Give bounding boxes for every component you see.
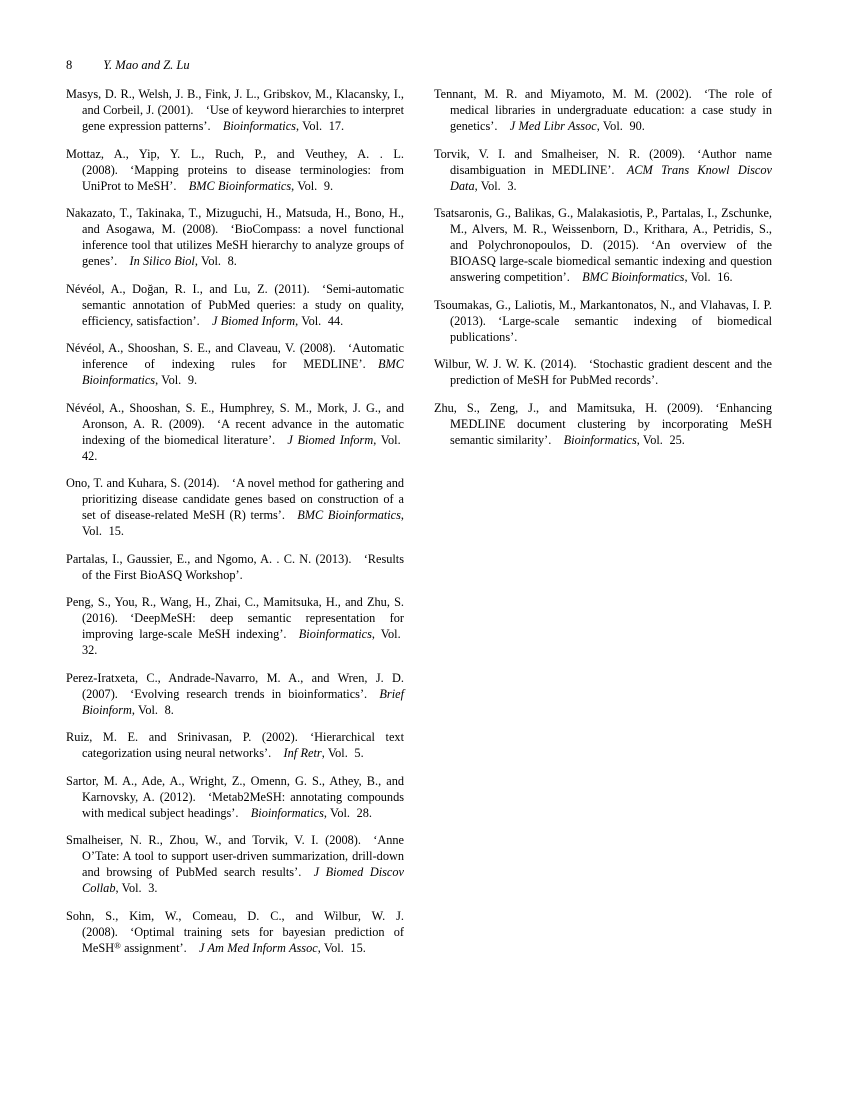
reference-entry bbox=[434, 86, 772, 134]
reference-authors: Mottaz, A., Yip, Y. L., Ruch, P., and Veuthey, A. . L. bbox=[66, 146, 404, 161]
reference-title: ‘The role of medical libraries in undergraduate education: a case study in genetics’. bbox=[450, 87, 772, 133]
reference-entry bbox=[434, 400, 772, 448]
reference-volume: , Vol. 8. bbox=[194, 254, 237, 268]
reference-title: ‘DeepMeSH: deep semantic representation for improving large-scale MeSH indexing’. bbox=[82, 611, 404, 641]
reference-journal: Inf Retr bbox=[283, 746, 322, 760]
reference-year: (2008). bbox=[325, 833, 361, 847]
reference-authors: Névéol, A., Shooshan, S. E., and Claveau, V. bbox=[66, 341, 296, 355]
reference-volume: , Vol. 16. bbox=[684, 270, 733, 284]
reference-entry bbox=[434, 297, 772, 345]
reference-year: (2008). bbox=[182, 222, 219, 236]
reference-authors: Perez-Iratxeta, C., Andrade-Navarro, M. A., and Wren, J. D. bbox=[66, 670, 404, 685]
reference-volume: , Vol. 42. bbox=[82, 432, 404, 463]
reference-title: ‘Results of the First BioASQ Workshop’. bbox=[82, 551, 404, 582]
reference-year: (2011). bbox=[274, 281, 310, 296]
reference-year: (2001). bbox=[157, 103, 194, 117]
reference-title: ‘Stochastic gradient descent and the prediction of MeSH for PubMed records’. bbox=[450, 357, 772, 387]
reference-journal: BMC Bioinformatics bbox=[82, 357, 404, 387]
reference-entry bbox=[66, 475, 404, 539]
reference-entry bbox=[66, 146, 404, 194]
reference-authors: Névéol, A., Shooshan, S. E., Humphrey, S. M., Mork, J. G., and Aronson, A. R. bbox=[66, 400, 404, 431]
reference-journal: J Med Libr Assoc bbox=[509, 119, 597, 133]
reference-year: (2002). bbox=[261, 730, 298, 744]
reference-entry bbox=[66, 773, 404, 821]
reference-authors: Peng, S., You, R., Wang, H., Zhai, C., Mamitsuka, H., and Zhu, S. bbox=[66, 595, 404, 609]
reference-title: ‘An overview of the BIOASQ large-scale biomedical semantic indexing and question answering competition’. bbox=[450, 238, 772, 284]
running-head bbox=[66, 56, 772, 74]
reference-journal: J Am Med Inform Assoc bbox=[198, 940, 318, 955]
reference-title: ‘Evolving research trends in bioinformatics’. bbox=[130, 686, 368, 701]
reference-volume: , Vol. 15. bbox=[82, 508, 404, 538]
reference-entry bbox=[66, 205, 404, 269]
reference-title: ‘Enhancing MEDLINE document clustering by incorporating MeSH semantic similarity’. bbox=[450, 400, 772, 447]
reference-year: (2007). bbox=[82, 686, 118, 701]
reference-authors: Sartor, M. A., Ade, A., Wright, Z., Omenn, G. S., Athey, B., and Karnovsky, A. bbox=[66, 773, 404, 804]
reference-journal: BMC Bioinformatics bbox=[582, 270, 685, 284]
reference-entry bbox=[66, 551, 404, 583]
reference-journal: In Silico Biol bbox=[129, 254, 195, 268]
reference-journal: Bioinformatics bbox=[298, 627, 372, 641]
reference-journal: J Biomed Inform bbox=[287, 432, 374, 447]
reference-title: ‘Optimal training sets for bayesian prediction of MeSH bbox=[82, 924, 404, 955]
reference-authors: Smalheiser, N. R., Zhou, W., and Torvik, V. I. bbox=[66, 833, 319, 847]
reference-volume: , Vol. 32. bbox=[82, 627, 404, 657]
reference-volume: , Vol. 17. bbox=[295, 119, 345, 133]
reference-entry bbox=[66, 729, 404, 761]
reference-columns bbox=[66, 86, 772, 1076]
registered-trademark-symbol: ® bbox=[114, 939, 121, 950]
reference-title: ‘Author name disambiguation in MEDLINE’. bbox=[450, 146, 772, 177]
reference-authors: Partalas, I., Gaussier, E., and Ngomo, A. . C. N. bbox=[66, 551, 312, 566]
reference-year: (2014). bbox=[540, 357, 577, 371]
reference-year: (2015). bbox=[602, 238, 639, 252]
running-head-title: Y. Mao and Z. Lu bbox=[103, 58, 190, 72]
reference-title: ‘A recent advance in the automatic indexing of the biomedical literature’. bbox=[82, 416, 404, 447]
reference-authors: Ruiz, M. E. and Srinivasan, P. bbox=[66, 730, 252, 744]
reference-authors: Tennant, M. R. and Miyamoto, M. M. bbox=[434, 87, 649, 101]
page-number: 8 bbox=[66, 58, 73, 72]
reference-volume: , Vol. 9. bbox=[155, 373, 198, 387]
reference-title: ‘Use of keyword hierarchies to interpret gene expression patterns’. bbox=[82, 103, 404, 133]
reference-title-cont: assignment’. bbox=[120, 940, 187, 955]
reference-authors: Zhu, S., Zeng, J., and Mamitsuka, H. bbox=[434, 400, 658, 415]
reference-year: (2009). bbox=[168, 416, 205, 431]
reference-volume: , Vol. 5. bbox=[321, 746, 364, 760]
reference-year: (2013). bbox=[315, 551, 352, 566]
reference-entry bbox=[66, 670, 404, 718]
reference-journal: Bioinformatics bbox=[250, 805, 324, 820]
reference-journal: BMC Bioinformatics bbox=[297, 508, 401, 522]
reference-authors: Tsoumakas, G., Laliotis, M., Markantonatos, N., and Vlahavas, I. P. bbox=[434, 297, 772, 312]
reference-entry bbox=[66, 908, 404, 956]
reference-volume: , Vol. 44. bbox=[295, 313, 344, 328]
reference-volume: , Vol. 15. bbox=[317, 940, 366, 955]
reference-entry bbox=[66, 86, 404, 134]
reference-volume: , Vol. 3. bbox=[115, 881, 158, 895]
reference-journal: J Biomed Discov Collab bbox=[82, 865, 404, 895]
reference-entry bbox=[66, 340, 404, 388]
reference-year: (2008). bbox=[82, 162, 118, 177]
reference-year: (2013). bbox=[450, 313, 486, 328]
reference-year: (2008). bbox=[299, 341, 336, 355]
reference-title: ‘Hierarchical text categorization using neural networks’. bbox=[82, 730, 404, 760]
reference-year: (2002). bbox=[655, 87, 692, 101]
reference-authors: Névéol, A., Doğan, R. I., and Lu, Z. bbox=[66, 281, 268, 296]
reference-authors: Torvik, V. I. and Smalheiser, N. R. bbox=[434, 146, 640, 161]
reference-title: ‘Semi-automatic semantic annotation of PubMed queries: a study on quality, efficiency, satisfaction’. bbox=[82, 281, 404, 328]
reference-journal: J Biomed Inform bbox=[212, 313, 296, 328]
reference-volume: , Vol. 90. bbox=[596, 119, 645, 133]
reference-journal: Brief Bioinform bbox=[82, 686, 404, 717]
reference-entry bbox=[434, 356, 772, 388]
reference-title: ‘Automatic inference of indexing rules for MEDLINE’. bbox=[82, 341, 404, 371]
reference-entry bbox=[66, 594, 404, 658]
reference-authors: Ono, T. and Kuhara, S. bbox=[66, 476, 181, 490]
reference-journal: Bioinformatics bbox=[222, 119, 296, 133]
reference-journal: Bioinformatics bbox=[563, 432, 637, 447]
reference-entry bbox=[66, 832, 404, 896]
reference-title: ‘BioCompass: a novel functional inference tool that utilizes MeSH hierarchy to analyze groups of genes’. bbox=[82, 222, 405, 268]
reference-title: ‘Metab2MeSH: annotating compounds with medical subject headings’. bbox=[82, 789, 405, 820]
reference-title: ‘Large-scale semantic indexing of biomedical publications’. bbox=[450, 313, 772, 344]
reference-journal: BMC Bioinformatics bbox=[188, 178, 292, 193]
reference-entry bbox=[66, 281, 404, 329]
reference-entry bbox=[434, 146, 772, 194]
reference-volume: , Vol. 28. bbox=[323, 805, 372, 820]
reference-authors: Tsatsaronis, G., Balikas, G., Malakasiotis, P., Partalas, I., Zschunke, M., Alvers, M. R., Weissenborn, D., Krithara, A., Petridis, S., and Polychronopoulos, D. bbox=[434, 206, 772, 252]
reference-entry bbox=[66, 400, 404, 464]
reference-authors: Nakazato, T., Takinaka, T., Mizuguchi, H., Matsuda, H., Bono, H., and Asogawa, M. bbox=[66, 206, 404, 236]
reference-year: (2009). bbox=[667, 400, 704, 415]
reference-year: (2008). bbox=[82, 924, 118, 939]
reference-year: (2012). bbox=[159, 789, 196, 804]
reference-title: ‘A novel method for gathering and prioritizing disease candidate genes based on construction of a set of disease-related MeSH (R) terms’. bbox=[82, 476, 404, 522]
reference-volume: , Vol. 9. bbox=[291, 178, 334, 193]
reference-authors: Wilbur, W. J. W. K. bbox=[434, 357, 536, 371]
reference-year: (2014). bbox=[183, 476, 220, 490]
left-column bbox=[66, 86, 404, 956]
reference-authors: Sohn, S., Kim, W., Comeau, D. C., and Wilbur, W. J. bbox=[66, 908, 404, 923]
reference-entry bbox=[434, 205, 772, 285]
reference-journal: ACM Trans Knowl Discov Data bbox=[450, 162, 772, 193]
reference-title: ‘Anne O’Tate: A tool to support user-driven summarization, drill-down and browsing of PubMed search results’. bbox=[82, 833, 404, 879]
reference-volume: , Vol. 25. bbox=[636, 432, 685, 447]
reference-year: (2016). bbox=[82, 611, 118, 625]
reference-authors: Masys, D. R., Welsh, J. B., Fink, J. L., Gribskov, M., Klacansky, I., and Corbeil, J. bbox=[66, 87, 404, 117]
reference-title: ‘Mapping proteins to disease terminologies: from UniProt to MeSH’. bbox=[82, 162, 404, 193]
reference-volume: , Vol. 3. bbox=[474, 178, 517, 193]
reference-volume: , Vol. 8. bbox=[131, 702, 174, 717]
reference-year: (2009). bbox=[649, 146, 685, 161]
right-column bbox=[434, 86, 772, 448]
